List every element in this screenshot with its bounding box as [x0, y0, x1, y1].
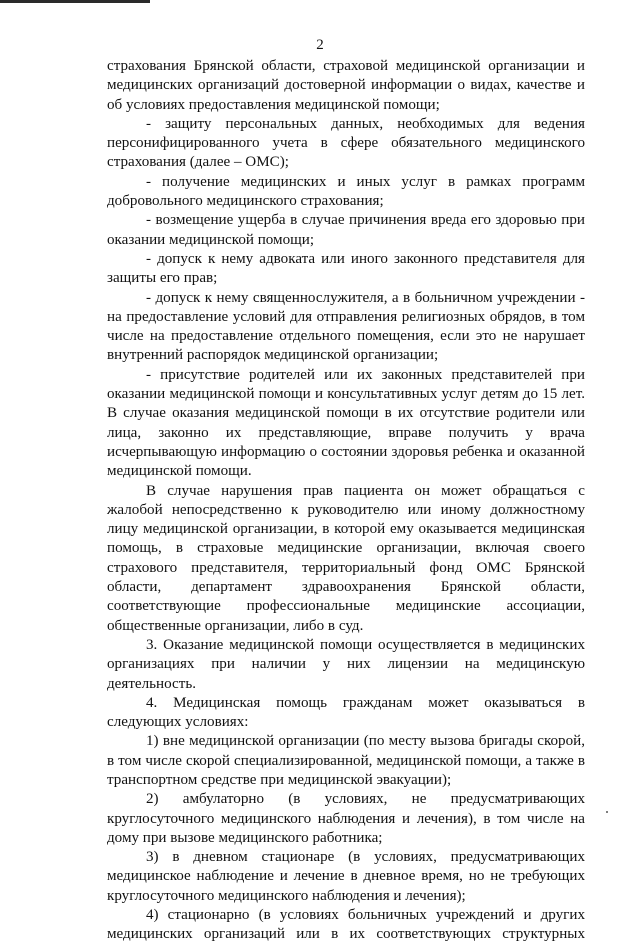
condition-item-3: 3) в дневном стационаре (в условиях, предусматривающих медицинское наблюдение и лечение в дневное время, но не требующих круглосуточного медицинского наблюдения и лечения);	[107, 849, 585, 904]
list-item-lawyer-access: - допуск к нему адвоката или иного законного представителя для защиты его прав;	[107, 250, 585, 287]
list-item-personal-data: - защиту персональных данных, необходимых для ведения персонифицированного учета в сфере обязательного медицинского страхования (далее – ОМС);	[107, 115, 585, 171]
condition-item-2: 2) амбулаторно (в условиях, не предусматривающих круглосуточного медицинского наблюдения и лечения), в том числе на дому при вызове медицинского работника;	[107, 791, 585, 846]
list-item-damage-compensation: - возмещение ущерба в случае причинения вреда его здоровью при оказании медицинской помощи;	[107, 212, 585, 248]
page-number: 2	[316, 37, 324, 53]
list-item-parents-presence: - присутствие родителей или их законных представителей при оказании медицинской помощи и консультативных услуг детям до 15 лет. В случае оказания медицинской помощи в их отсутствие родители или лица, законно их представляющие, вправе получить у врача исчерпывающую информацию о состоянии здоровья ребенка и оказанной медицинской помощи.	[107, 366, 585, 480]
condition-item-1: 1) вне медицинской организации (по месту вызова бригады скорой, в том числе скорой специализированной, медицинской помощи, а также в транспортном средстве при медицинской эвакуации);	[107, 733, 585, 788]
document-body	[107, 57, 585, 945]
scan-speck	[606, 811, 608, 813]
scan-edge-mark	[0, 0, 150, 3]
list-item-clergy-access: - допуск к нему священнослужителя, а в больничном учреждении - на предоставление условий для отправления религиозных обрядов, в том числе на предоставление отдельного помещения, если это не нарушает внутренний распорядок медицинской организации;	[107, 289, 585, 364]
paragraph-section-3: 3. Оказание медицинской помощи осуществляется в медицинских организациях при наличии у них лицензии на медицинскую деятельность.	[107, 636, 585, 692]
paragraph-section-4: 4. Медицинская помощь гражданам может оказываться в следующих условиях:	[107, 694, 585, 731]
paragraph-continuation: страхования Брянской области, страховой медицинской организации и медицинских организаций достоверной информации о видах, качестве и об условиях предоставления медицинской помощи;	[107, 58, 585, 113]
list-item-voluntary-insurance: - получение медицинских и иных услуг в рамках программ добровольного медицинского страхования;	[107, 173, 585, 210]
paragraph-complaints: В случае нарушения прав пациента он может обращаться с жалобой непосредственно к руководителю или иному должностному лицу медицинской организации, в которой ему оказывается медицинская помощь, в страховые медицинские организации, включая своего страхового представителя, территориальный фонд ОМС Брянской области, департамент здравоохранения Брянской области, соответствующие профессиональные медицинские ассоциации, общественные организации, либо в суд.	[107, 482, 585, 634]
condition-item-4: 4) стационарно (в условиях больничных учреждений и других медицинских организаций или в их соответствующих структурных	[107, 907, 585, 943]
